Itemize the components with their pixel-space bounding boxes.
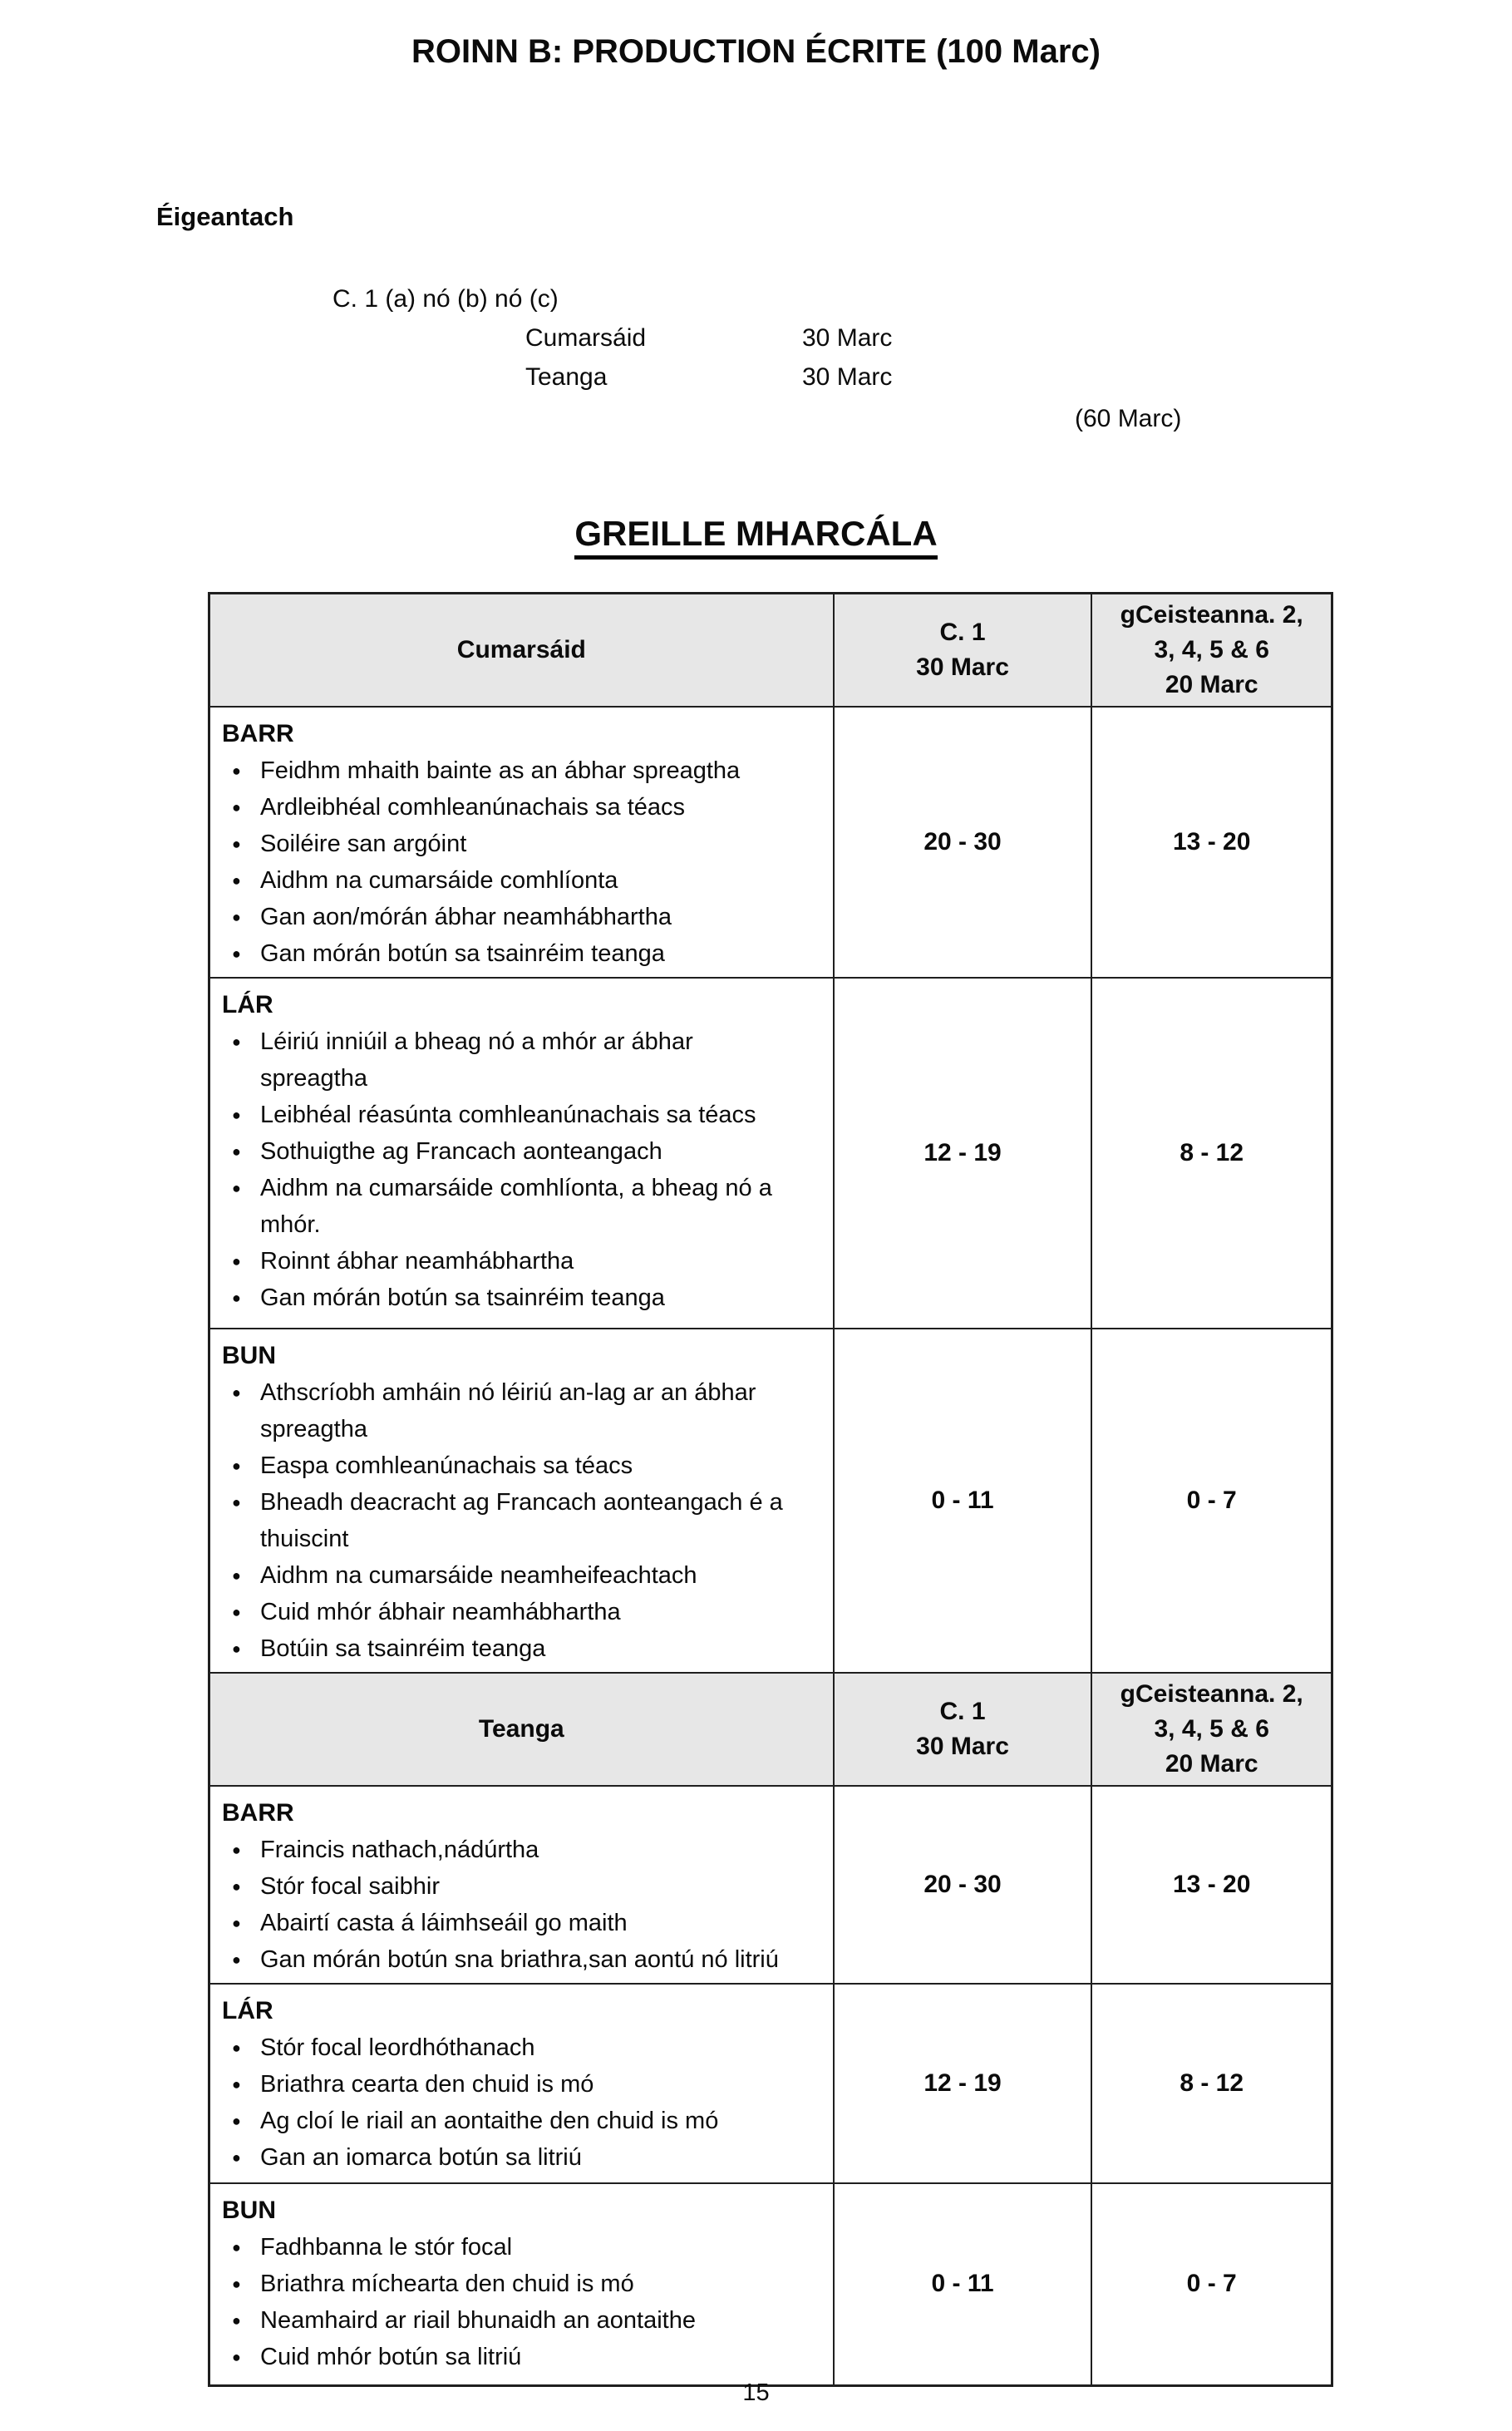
band-row-cumarsaid-lar	[209, 978, 1332, 1329]
col-header-gceisteanna-line2: 3, 4, 5 & 6	[1154, 1715, 1269, 1743]
marks-questions-value: 13 - 20	[1091, 707, 1332, 978]
criteria-cell	[209, 1984, 834, 2183]
band-row-teanga-barr	[209, 1786, 1332, 1984]
col-header-gceisteanna	[1091, 1673, 1332, 1786]
col-header-c1	[834, 1673, 1092, 1786]
criterion-item: ● Ag cloí le riail an aontaithe den chuid is mó	[222, 2103, 787, 2139]
criterion-item: ● Leibhéal réasúnta comhleanúnachais sa téacs	[222, 1097, 787, 1133]
criteria-cell	[209, 1329, 834, 1673]
grid-heading-text: GREILLE MHARCÁLA	[574, 514, 937, 560]
marks-questions-value: 8 - 12	[1091, 1984, 1332, 2183]
criterion-item: ● Aidhm na cumarsáide comhlíonta, a bheag nó a mhór.	[222, 1170, 787, 1243]
criterion-item: ● Roinnt ábhar neamhábhartha	[222, 1243, 787, 1280]
criterion-item: ● Aidhm na cumarsáide neamheifeachtach	[222, 1557, 787, 1594]
section-header-cumarsaid: Cumarsáid	[209, 594, 834, 708]
criterion-item: ● Gan an iomarca botún sa litriú	[222, 2139, 787, 2176]
criterion-item: ● Easpa comhleanúnachais sa téacs	[222, 1447, 787, 1484]
criteria-list	[222, 1374, 787, 1667]
marks-c1-value: 20 - 30	[834, 1786, 1092, 1984]
criterion-item: ● Feidhm mhaith bainte as an ábhar spreagtha	[222, 752, 787, 789]
criterion-item: ● Briathra míchearta den chuid is mó	[222, 2266, 787, 2302]
page-number: 15	[742, 2379, 770, 2406]
criterion-item: ● Gan mórán botún sa tsainréim teanga	[222, 1280, 787, 1316]
col-header-c1-line1: C. 1	[939, 1698, 986, 1725]
criterion-item: ● Bheadh deacracht ag Francach aonteangach é a thuiscint	[222, 1484, 787, 1557]
criteria-list	[222, 2029, 787, 2176]
col-header-c1-line1: C. 1	[939, 619, 986, 646]
band-row-teanga-lar	[209, 1984, 1332, 2183]
mandatory-label: Éigeantach	[156, 202, 294, 231]
grid-heading	[0, 514, 1512, 554]
marks-questions-value: 8 - 12	[1091, 978, 1332, 1329]
marks-c1-value: 12 - 19	[834, 1984, 1092, 2183]
col-header-gceisteanna	[1091, 594, 1332, 708]
col-header-gceisteanna-line3: 20 Marc	[1165, 671, 1258, 698]
col-header-gceisteanna-line1: gCeisteanna. 2,	[1120, 1680, 1303, 1708]
band-row-teanga-bun	[209, 2183, 1332, 2385]
band-label-lar: LÁR	[222, 1997, 273, 2024]
allocation-marks-cumarsaid: 30 Marc	[802, 324, 893, 352]
marks-c1-value: 12 - 19	[834, 978, 1092, 1329]
criteria-list	[222, 752, 787, 972]
col-header-c1	[834, 594, 1092, 708]
criteria-cell	[209, 978, 834, 1329]
criterion-item: ● Cuid mhór ábhair neamhábhartha	[222, 1594, 787, 1630]
band-label-bun: BUN	[222, 2197, 276, 2224]
marks-c1-value: 0 - 11	[834, 2183, 1092, 2385]
total-marks: (60 Marc)	[1075, 405, 1182, 432]
question-line: C. 1 (a) nó (b) nó (c)	[332, 285, 559, 313]
criteria-cell	[209, 2183, 834, 2385]
allocation-marks-teanga: 30 Marc	[802, 363, 893, 391]
criteria-cell	[209, 1786, 834, 1984]
criterion-item: ● Botúin sa tsainréim teanga	[222, 1630, 787, 1667]
band-label-barr: BARR	[222, 1799, 294, 1827]
criterion-item: ● Soiléire san argóint	[222, 826, 787, 862]
table-header-row-teanga	[209, 1673, 1332, 1786]
criterion-item: ● Stór focal saibhir	[222, 1868, 787, 1905]
criteria-list	[222, 1832, 787, 1978]
criteria-list	[222, 2229, 787, 2375]
criterion-item: ● Gan mórán botún sna briathra,san aontú nó litriú	[222, 1941, 787, 1978]
criterion-item: ● Neamhaird ar riail bhunaidh an aontaithe	[222, 2302, 787, 2339]
criterion-item: ● Fadhbanna le stór focal	[222, 2229, 787, 2266]
allocation-label-cumarsaid: Cumarsáid	[525, 324, 647, 352]
band-label-lar: LÁR	[222, 991, 273, 1018]
col-header-c1-line2: 30 Marc	[916, 1733, 1009, 1760]
criterion-item: ● Ardleibhéal comhleanúnachais sa téacs	[222, 789, 787, 826]
col-header-gceisteanna-line3: 20 Marc	[1165, 1750, 1258, 1778]
criterion-item: ● Abairtí casta á láimhseáil go maith	[222, 1905, 787, 1941]
col-header-c1-line2: 30 Marc	[916, 653, 1009, 681]
criterion-item: ● Briathra cearta den chuid is mó	[222, 2066, 787, 2103]
marks-questions-value: 0 - 7	[1091, 2183, 1332, 2385]
allocation-label-teanga: Teanga	[525, 363, 608, 391]
marks-questions-value: 0 - 7	[1091, 1329, 1332, 1673]
criterion-item: ● Aidhm na cumarsáide comhlíonta	[222, 862, 787, 899]
criterion-item: ● Léiriú inniúil a bheag nó a mhór ar ábhar spreagtha	[222, 1023, 787, 1097]
criterion-item: ● Gan mórán botún sa tsainréim teanga	[222, 935, 787, 972]
criterion-item: ● Fraincis nathach,nádúrtha	[222, 1832, 787, 1868]
criterion-item: ● Stór focal leordhóthanach	[222, 2029, 787, 2066]
band-label-barr: BARR	[222, 720, 294, 747]
table-header-row-cumarsaid	[209, 594, 1332, 708]
band-row-cumarsaid-barr	[209, 707, 1332, 978]
section-header-teanga: Teanga	[209, 1673, 834, 1786]
criterion-item: ● Athscríobh amháin nó léiriú an-lag ar an ábhar spreagtha	[222, 1374, 787, 1447]
criterion-item: ● Gan aon/mórán ábhar neamhábhartha	[222, 899, 787, 935]
col-header-gceisteanna-line1: gCeisteanna. 2,	[1120, 601, 1303, 629]
band-label-bun: BUN	[222, 1342, 276, 1369]
marks-questions-value: 13 - 20	[1091, 1786, 1332, 1984]
page-title: ROINN B: PRODUCTION ÉCRITE (100 Marc)	[411, 33, 1101, 70]
criterion-item: ● Cuid mhór botún sa litriú	[222, 2339, 787, 2375]
band-row-cumarsaid-bun	[209, 1329, 1332, 1673]
criterion-item: ● Sothuigthe ag Francach aonteangach	[222, 1133, 787, 1170]
criteria-cell	[209, 707, 834, 978]
marks-table	[208, 592, 1333, 2387]
col-header-gceisteanna-line2: 3, 4, 5 & 6	[1154, 636, 1269, 663]
marks-c1-value: 20 - 30	[834, 707, 1092, 978]
marks-c1-value: 0 - 11	[834, 1329, 1092, 1673]
criteria-list	[222, 1023, 787, 1316]
